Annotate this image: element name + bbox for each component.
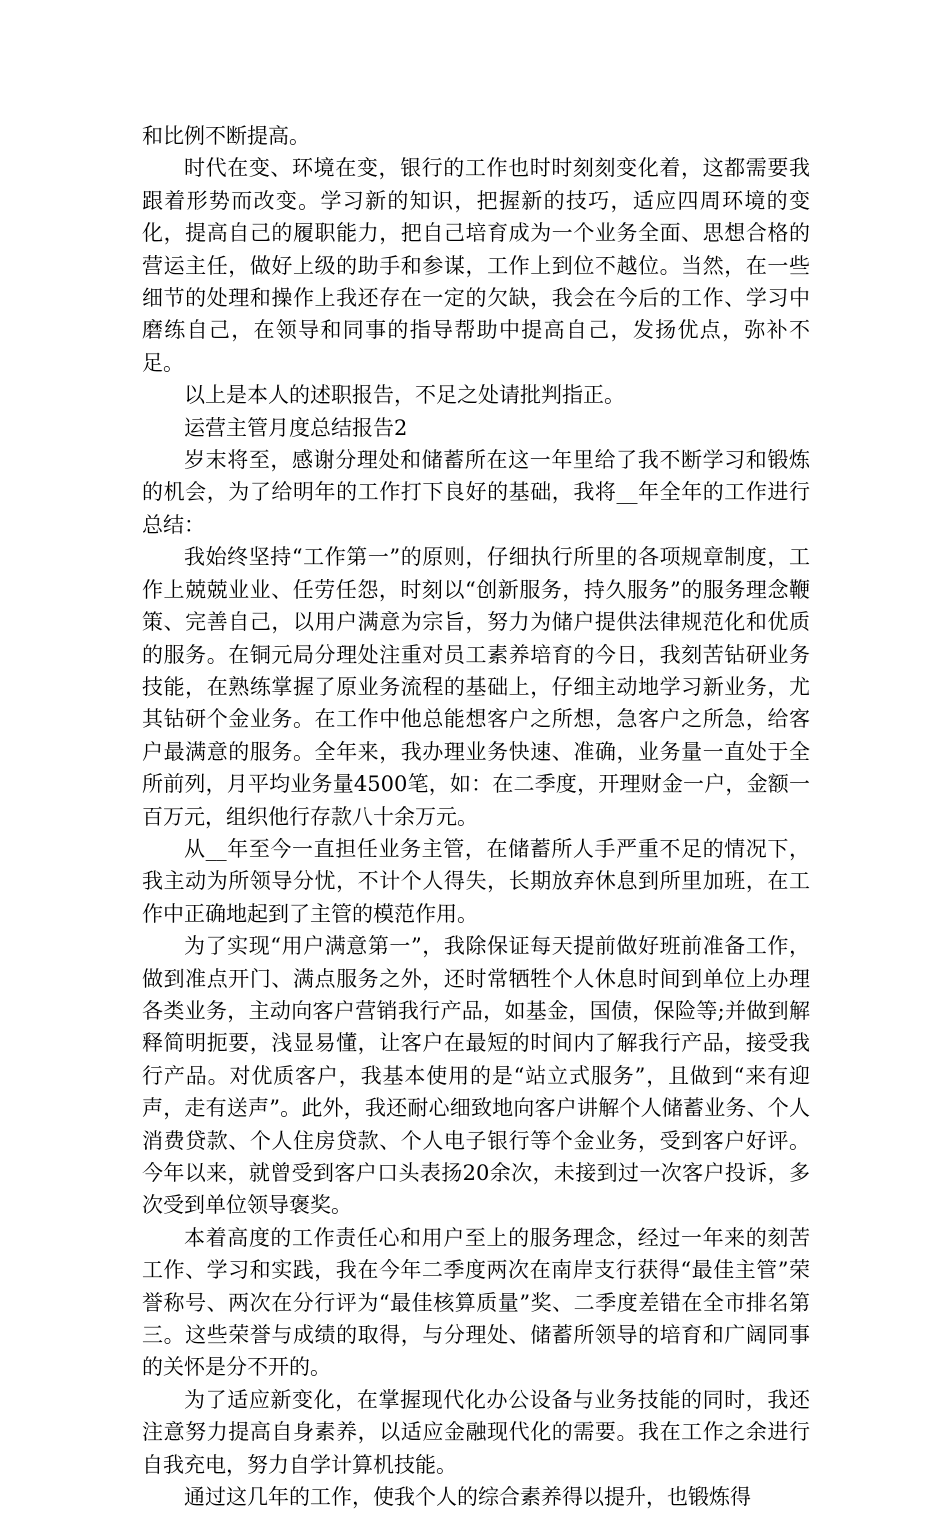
paragraph-8: 为了实现“用户满意第一”，我除保证每天提前做好班前准备工作，做到准点开门、满点服务之外，还时常牺牲个人休息时间到单位上办理各类业务，主动向客户营销我行产品，如基金，国债，保险等;并做到解释简明扼要，浅显易懂，让客户在最短的时间内了解我行产品，接受我行产品。对优质客户，我基本使用的是“站立式服务”，且做到“来有迎声，走有送声”。此外，我还耐心细致地向客户讲解个人储蓄业务、个人消费贷款、个人住房贷款、个人电子银行等个金业务，受到客户好评。今年以来，就曾受到客户口头表扬20余次，未接到过一次客户投诉，多次受到单位领导褒奖。 xyxy=(142,934,810,1218)
paragraph-7: 从__年至今一直担任业务主管，在储蓄所人手严重不足的情况下，我主动为所领导分忧，不计个人得失，长期放弃休息到所里加班，在工作中正确地起到了主管的模范作用。 xyxy=(142,836,810,926)
paragraph-6: 我始终坚持“工作第一”的原则，仔细执行所里的各项规章制度，工作上兢兢业业、任劳任怨，时刻以“创新服务，持久服务”的服务理念鞭策、完善自己，以用户满意为宗旨，努力为储户提供法律规范化和优质的服务。在铜元局分理处注重对员工素养培育的今日，我刻苦钻研业务技能，在熟练掌握了原业务流程的基础上，仔细主动地学习新业务，尤其钻研个金业务。在工作中他总能想客户之所想，急客户之所急，给客户最满意的服务。全年来，我办理业务快速、准确，业务量一直处于全所前列，月平均业务量4500笔，如：在二季度，开理财金一户，金额一百万元，组织他行存款八十余万元。 xyxy=(142,545,810,829)
paragraph-5: 岁末将至，感谢分理处和储蓄所在这一年里给了我不断学习和锻炼的机会，为了给明年的工作打下良好的基础，我将__年全年的工作进行总结： xyxy=(142,448,810,537)
paragraph-11: 通过这几年的工作，使我个人的综合素养得以提升，也锻炼得 xyxy=(184,1485,751,1510)
section-heading: 运营主管月度总结报告2 xyxy=(184,415,408,440)
paragraph-10: 为了适应新变化，在掌握现代化办公设备与业务技能的同时，我还注意努力提高自身素养，以适应金融现代化的需要。我在工作之余进行自我充电，努力自学计算机技能。 xyxy=(142,1387,810,1477)
document-body xyxy=(142,120,810,1513)
paragraph-2: 时代在变、环境在变，银行的工作也时时刻刻变化着，这都需要我跟着形势而改变。学习新的知识，把握新的技巧，适应四周环境的变化，提高自己的履职能力，把自己培育成为一个业务全面、思想合格的营运主任，做好上级的助手和参谋，工作上到位不越位。当然，在一些细节的处理和操作上我还存在一定的欠缺，我会在今后的工作、学习中磨练自己，在领导和同事的指导帮助中提高自己，发扬优点，弥补不足。 xyxy=(142,156,810,375)
paragraph-9: 本着高度的工作责任心和用户至上的服务理念，经过一年来的刻苦工作、学习和实践，我在今年二季度两次在南岸支行获得“最佳主管”荣誉称号、两次在分行评为“最佳核算质量”奖、二季度差错在全市排名第三。这些荣誉与成绩的取得，与分理处、储蓄所领导的培育和广阔同事的关怀是分不开的。 xyxy=(142,1225,810,1380)
paragraph-1: 和比例不断提高。 xyxy=(142,124,310,148)
paragraph-3: 以上是本人的述职报告，不足之处请批判指正。 xyxy=(184,383,625,408)
